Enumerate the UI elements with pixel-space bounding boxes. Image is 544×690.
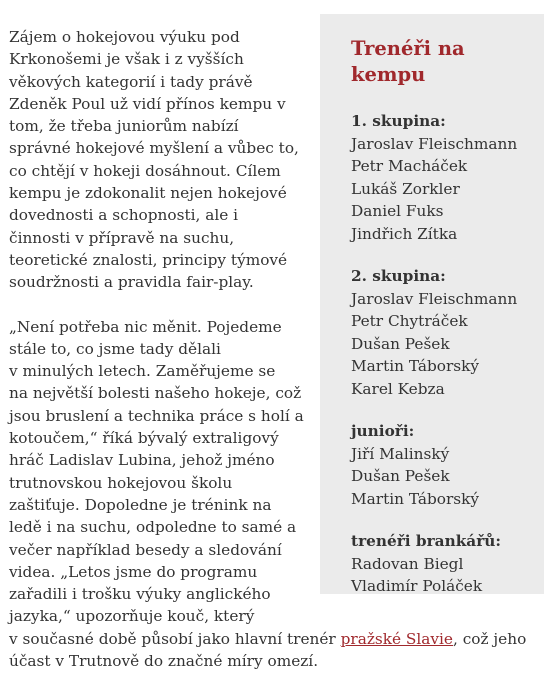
paragraph-line: večer například besedy a sledování (9, 540, 282, 559)
coach-group-1 (351, 110, 544, 245)
paragraph-line: trutnovskou hokejovou školu (9, 473, 233, 492)
paragraph-line: hráč Ladislav Lubina, jehož jméno (9, 451, 275, 470)
article-paragraph-1: Zájem o hokejovou výuku pod Krkonošemi je však i z vyšších věkových kategorií i tady právě Zdeněk Poul už vidí přínos kempu v tom, že třeba juniorům nabízí správné hokejové myšlení a vůbec to, co chtějí v hokeji dosáhnout. Cílem kempu je zdokonalit nejen hokejové dovednosti a schopnosti, ale i činnosti v přípravě na suchu, teoretické znalosti, principy týmové soudržnosti a pravidla fair-play. (9, 28, 299, 292)
paragraph-line: v minulých letech. Zaměřujeme se (9, 362, 276, 381)
paragraph-text: , což jeho (453, 629, 527, 648)
coach-name: Dušan Pešek (351, 334, 450, 353)
group-title: 2. skupina: (351, 267, 446, 285)
paragraph-line: zařadili i trošku výuky anglického (9, 585, 271, 604)
coach-name: Lukáš Zorkler (351, 179, 460, 198)
coach-name: Karel Kebza (351, 379, 445, 398)
coach-name: Radovan Biegl (351, 554, 464, 573)
coach-name: Jaroslav Fleischmann (351, 134, 518, 153)
coach-name: Petr Macháček (351, 157, 468, 175)
coach-name: Jindřich Zítka (351, 224, 458, 243)
coach-name: Martin Táborský (351, 489, 480, 508)
coach-group-juniors (351, 420, 544, 510)
coach-name: Vladimír Poláček (351, 577, 483, 595)
coach-name: Jiří Malinský (351, 444, 450, 463)
paragraph-line: videa. „Letos jsme do programu (9, 562, 258, 581)
coach-group-goalies (351, 530, 544, 598)
paragraph-line: na největší bolesti našeho hokeje, což (9, 384, 302, 403)
paragraph-text: v současné době působí jako hlavní trenér (9, 629, 341, 648)
paragraph-line: „Není potřeba nic měnit. Pojedeme (9, 317, 282, 336)
paragraph-line: kotoučem,“ říká bývalý extraligový (9, 429, 279, 448)
coach-name: Jaroslav Fleischmann (351, 289, 518, 308)
paragraph-line: účast v Trutnově do značné míry omezí. (9, 652, 319, 671)
coach-name: Daniel Fuks (351, 202, 444, 220)
group-title: trenéři brankářů: (351, 532, 502, 550)
group-title: 1. skupina: (351, 112, 446, 130)
paragraph-line: jsou bruslení a technika práce s holí a (9, 406, 304, 425)
coach-group-2 (351, 265, 544, 400)
paragraph-line: jazyka,“ upozorňuje kouč, který (9, 607, 255, 626)
paragraph-line (9, 628, 527, 650)
coach-name: Petr Chytráček (351, 312, 468, 330)
group-title: junioři: (351, 422, 415, 440)
paragraph-line: ledě i na suchu, odpoledne to samé a (9, 518, 297, 537)
slavia-link[interactable]: pražské Slavie (340, 629, 453, 648)
paragraph-line: stále to, co jsme tady dělali (9, 339, 221, 358)
coaches-sidebar (320, 14, 544, 594)
coach-name: Martin Táborský (351, 357, 480, 375)
sidebar-title: Trenéři na kempu (351, 37, 465, 86)
paragraph-line: zaštiťuje. Dopoledne je trénink na (9, 495, 272, 514)
coach-name: Dušan Pešek (351, 467, 450, 485)
